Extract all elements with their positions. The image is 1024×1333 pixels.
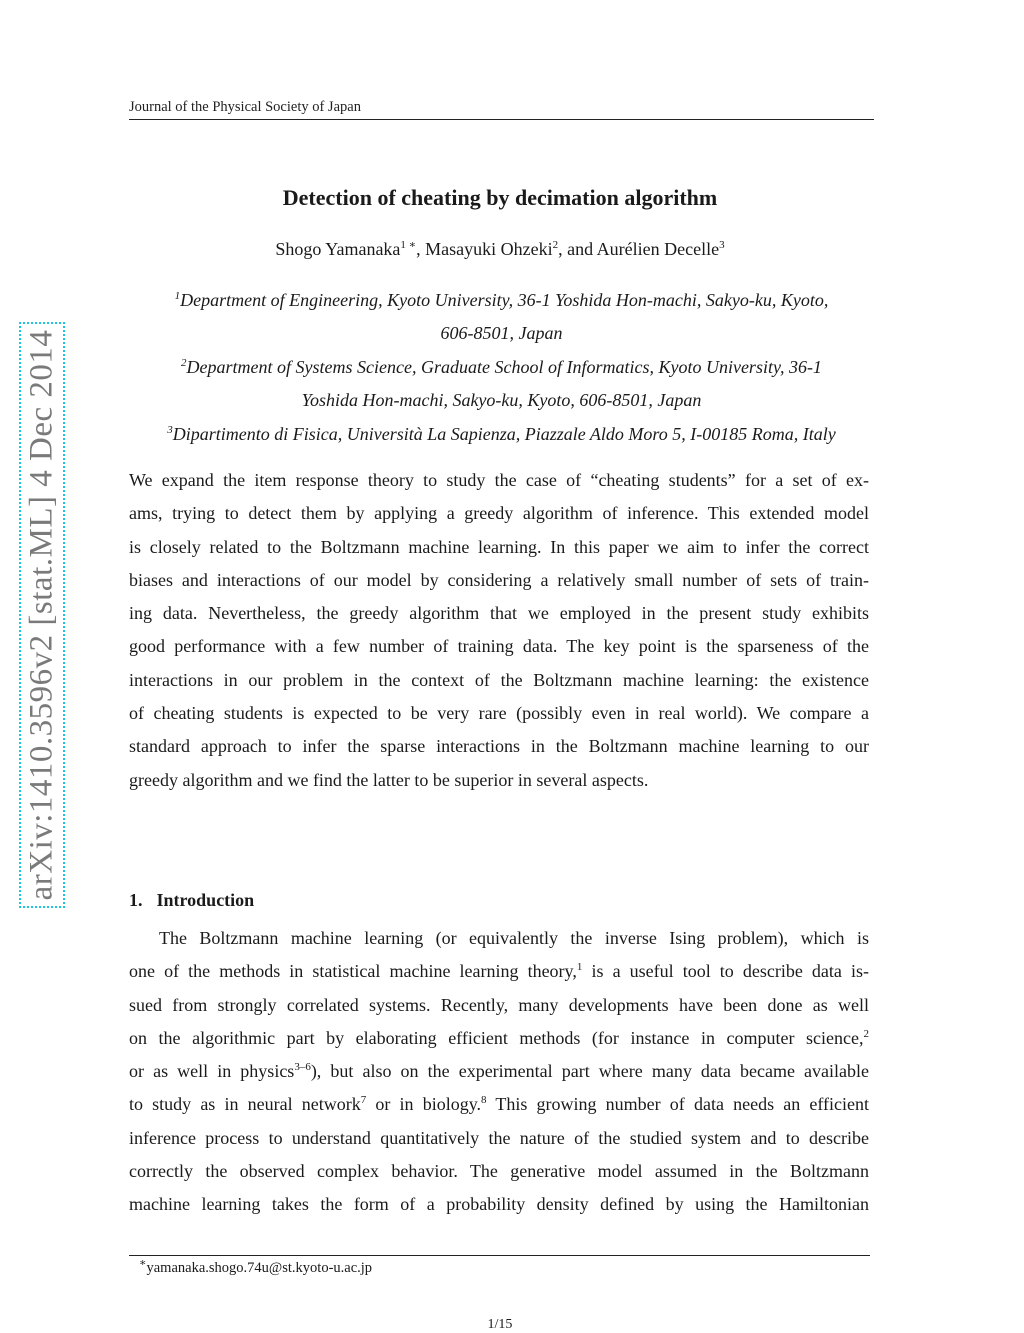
author-affiliation-mark: 3: [719, 239, 725, 251]
author-separator: ,: [416, 239, 426, 259]
body-line: inference process to understand quantitatively the nature of the studied system and to describe: [129, 1127, 869, 1148]
affiliation-2: [129, 351, 874, 417]
introduction-body: [129, 922, 869, 1222]
citation: 2: [863, 1027, 869, 1040]
body-line: one of the methods in statistical machine learning theory,$^1$ is a useful tool to describe data is-: [129, 961, 869, 982]
abstract-line: of cheating students is expected to be very rare (possibly even in real world). We compare a: [129, 703, 869, 724]
arxiv-identifier: arXiv:1410.3596v2 [stat.ML] 4 Dec 2014: [23, 329, 60, 901]
abstract-line: biases and interactions of our model by considering a relatively small number of sets of train-: [129, 569, 869, 590]
journal-header: Journal of the Physical Society of Japan: [129, 99, 361, 115]
affiliation-mark: 3: [167, 424, 173, 436]
section-title: Introduction: [156, 890, 255, 910]
abstract-line: ams, trying to detect them by applying a greedy algorithm of inference. This extended model: [129, 503, 869, 524]
author-name: Shogo Yamanaka: [275, 239, 401, 259]
affiliation-line: Yoshida Hon-machi, Sakyo-ku, Kyoto, 606-8501, Japan: [301, 390, 702, 410]
abstract-line: interactions in our problem in the context of the Boltzmann machine learning: the existence: [129, 669, 869, 690]
body-line: or as well in physics$^{3-6}$), but also on the experimental part where many data became available: [129, 1061, 869, 1082]
body-line: on the algorithmic part by elaborating efficient methods (for instance in computer science,$^2$: [129, 1027, 869, 1048]
body-line: The Boltzmann machine learning (or equivalently the inverse Ising problem), which is: [159, 928, 869, 948]
affiliation-line: Dipartimento di Fisica, Università La Sapienza, Piazzale Aldo Moro 5, I-00185 Roma, Italy: [172, 424, 836, 444]
author-separator: , and: [558, 239, 597, 259]
section-heading: [129, 890, 254, 911]
affiliation-mark: 1: [174, 290, 181, 302]
affiliation-1: [129, 284, 874, 350]
citation: 3–6: [294, 1061, 311, 1074]
abstract-line: greedy algorithm and we find the latter to be superior in several aspects.: [129, 769, 649, 790]
paper-title: Detection of cheating by decimation algorithm: [282, 185, 718, 210]
footnote-mark: ∗: [139, 1257, 147, 1270]
author-list: [0, 239, 1000, 260]
page-number: 1/15: [487, 1317, 513, 1332]
citation: 8: [481, 1094, 487, 1107]
citation: 1: [576, 961, 583, 974]
arxiv-stamp: [19, 322, 65, 908]
abstract: [129, 464, 869, 797]
author-name: Aurélien Decelle: [596, 239, 720, 259]
affiliation-line: 606-8501, Japan: [440, 323, 563, 343]
footnote-email[interactable]: yamanaka.shogo.74u@st.kyoto-u.ac.jp: [146, 1260, 373, 1276]
affiliation-line: Department of Systems Science, Graduate School of Informatics, Kyoto University, 36-1: [186, 357, 822, 377]
header-rule: [129, 119, 874, 120]
abstract-line: standard approach to infer the sparse interactions in the Boltzmann machine learning to our: [129, 736, 869, 757]
body-line: to study as in neural network$^7$ or in biology.$^8$ This growing number of data needs an efficient: [129, 1094, 869, 1115]
author-name: Masayuki Ohzeki: [425, 239, 553, 259]
footnote: [139, 1257, 373, 1277]
section-number: 1.: [129, 890, 143, 910]
abstract-line: is closely related to the Boltzmann machine learning. In this paper we aim to infer the correct: [129, 536, 869, 557]
abstract-line: ing data. Nevertheless, the greedy algorithm that we employed in the present study exhibits: [129, 603, 869, 624]
footnote-rule: [129, 1255, 870, 1256]
body-line: machine learning takes the form of a probability density defined by using the Hamiltonian: [129, 1194, 869, 1215]
affiliation-3: [129, 418, 874, 451]
citation: 7: [360, 1094, 367, 1107]
body-line: correctly the observed complex behavior. The generative model assumed in the Boltzmann: [129, 1161, 869, 1182]
author-affiliation-mark: 1 ∗: [400, 239, 417, 251]
affiliation-line: Department of Engineering, Kyoto University, 36-1 Yoshida Hon-machi, Sakyo-ku, Kyoto,: [180, 290, 829, 310]
abstract-line: good performance with a few number of training data. The key point is the sparseness of the: [129, 636, 869, 657]
affiliation-mark: 2: [181, 357, 187, 369]
body-line: sued from strongly correlated systems. Recently, many developments have been done as well: [129, 994, 869, 1015]
author-affiliation-mark: 2: [552, 239, 559, 251]
abstract-line: We expand the item response theory to study the case of “cheating students” for a set of ex-: [129, 470, 869, 490]
